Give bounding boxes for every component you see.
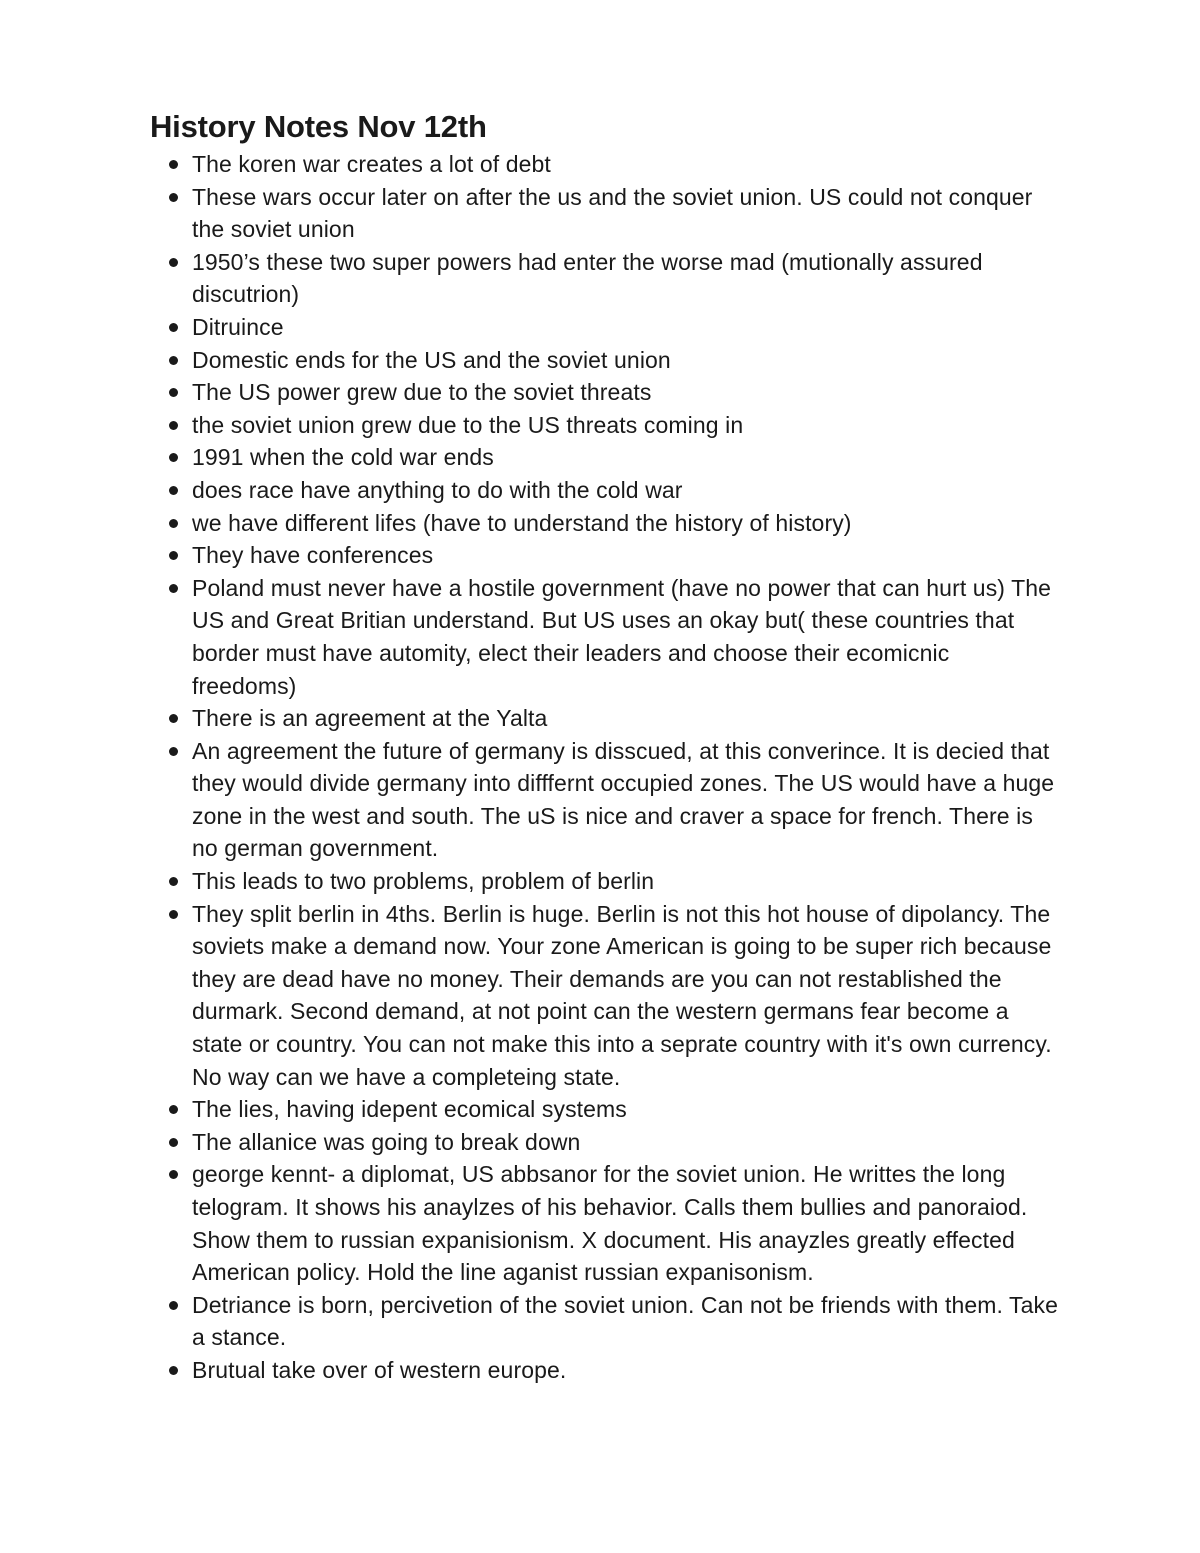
- list-item: [150, 181, 1060, 246]
- list-item: [150, 1289, 1060, 1354]
- bullet-icon: [169, 421, 178, 430]
- bullet-icon: [169, 1301, 178, 1310]
- list-item-text: An agreement the future of germany is disscued, at this converince. It is decied that they would divide germany into difffernt occupied zones. The US would have a huge zone in the west and south. The uS is nice and craver a space for french. There is no german government.: [192, 737, 1055, 862]
- list-item: [150, 441, 1060, 474]
- list-item: [150, 1126, 1060, 1159]
- list-item: [150, 148, 1060, 181]
- list-item: [150, 1093, 1060, 1126]
- list-item: [150, 1158, 1060, 1288]
- bullet-icon: [169, 1366, 178, 1375]
- list-item-text: They split berlin in 4ths. Berlin is huge. Berlin is not this hot house of dipolancy. The soviets make a demand now. Your zone American is going to be super rich because they are dead have no money. Their demands are you can not restablished the durmark. Second demand, at not point can the western germans fear become a state or country. You can not make this into a seprate country with it's own currency. No way can we have a completeing state.: [192, 900, 1052, 1090]
- list-item-text: These wars occur later on after the us and the soviet union. US could not conquer the soviet union: [192, 183, 1033, 243]
- list-item-text: There is an agreement at the Yalta: [192, 705, 548, 732]
- bullet-icon: [169, 486, 178, 495]
- bullet-icon: [169, 1170, 178, 1179]
- list-item: [150, 507, 1060, 540]
- bullet-icon: [169, 323, 178, 332]
- list-item-text: Detriance is born, percivetion of the soviet union. Can not be friends with them. Take a stance.: [192, 1291, 1059, 1351]
- list-item-text: They have conferences: [192, 542, 434, 569]
- list-item-text: 1991 when the cold war ends: [192, 444, 494, 471]
- list-item-text: 1950’s these two super powers had enter the worse mad (mutionally assured discutrion): [192, 248, 983, 308]
- list-item: [150, 409, 1060, 442]
- bullet-icon: [169, 1105, 178, 1114]
- list-item-text: does race have anything to do with the cold war: [192, 476, 683, 503]
- list-item-text: we have different lifes (have to understand the history of history): [192, 509, 852, 536]
- list-item: [150, 474, 1060, 507]
- bullet-icon: [169, 160, 178, 169]
- list-item: [150, 539, 1060, 572]
- bullet-icon: [169, 1138, 178, 1147]
- list-item: [150, 311, 1060, 344]
- bullet-icon: [169, 388, 178, 397]
- list-item: [150, 702, 1060, 735]
- list-item-text: Domestic ends for the US and the soviet union: [192, 346, 671, 373]
- list-item: [150, 344, 1060, 377]
- list-item: [150, 1354, 1060, 1387]
- list-item: [150, 865, 1060, 898]
- list-item: [150, 735, 1060, 865]
- bullet-icon: [169, 877, 178, 886]
- document-page: [150, 108, 1060, 1387]
- notes-list: [150, 148, 1060, 1387]
- list-item-text: The lies, having idepent ecomical systems: [192, 1096, 627, 1123]
- list-item-text: Brutual take over of western europe.: [192, 1356, 567, 1383]
- bullet-icon: [169, 453, 178, 462]
- list-item-text: Ditruince: [192, 313, 284, 340]
- list-item: [150, 376, 1060, 409]
- list-item-text: The koren war creates a lot of debt: [192, 151, 551, 177]
- list-item-text: The US power grew due to the soviet threats: [192, 379, 652, 406]
- bullet-icon: [169, 193, 178, 202]
- bullet-icon: [169, 747, 178, 756]
- bullet-icon: [169, 551, 178, 560]
- list-item-text: the soviet union grew due to the US threats coming in: [192, 411, 744, 438]
- bullet-icon: [169, 584, 178, 593]
- list-item-text: george kennt- a diplomat, US abbsanor for the soviet union. He writtes the long telogram. It shows his anaylzes of his behavior. Calls them bullies and panoraiod. Show them to russian expanisionism. X document. His anayzles greatly effected American policy. Hold the line aganist russian expanisonism.: [192, 1161, 1028, 1286]
- list-item-text: The allanice was going to break down: [192, 1128, 581, 1155]
- list-item: [150, 572, 1060, 702]
- list-item: [150, 246, 1060, 311]
- list-item-text: Poland must never have a hostile government (have no power that can hurt us) The US and Great Britian understand. But US uses an okay but( these countries that border must have automity, elect their leaders and choose their ecomicnic freedoms): [192, 574, 1052, 699]
- bullet-icon: [169, 519, 178, 528]
- document-title: History Notes Nov 12th: [150, 109, 487, 144]
- list-item: [150, 898, 1060, 1094]
- bullet-icon: [169, 356, 178, 365]
- bullet-icon: [169, 714, 178, 723]
- bullet-icon: [169, 258, 178, 267]
- list-item-text: This leads to two problems, problem of berlin: [192, 868, 655, 895]
- bullet-icon: [169, 910, 178, 919]
